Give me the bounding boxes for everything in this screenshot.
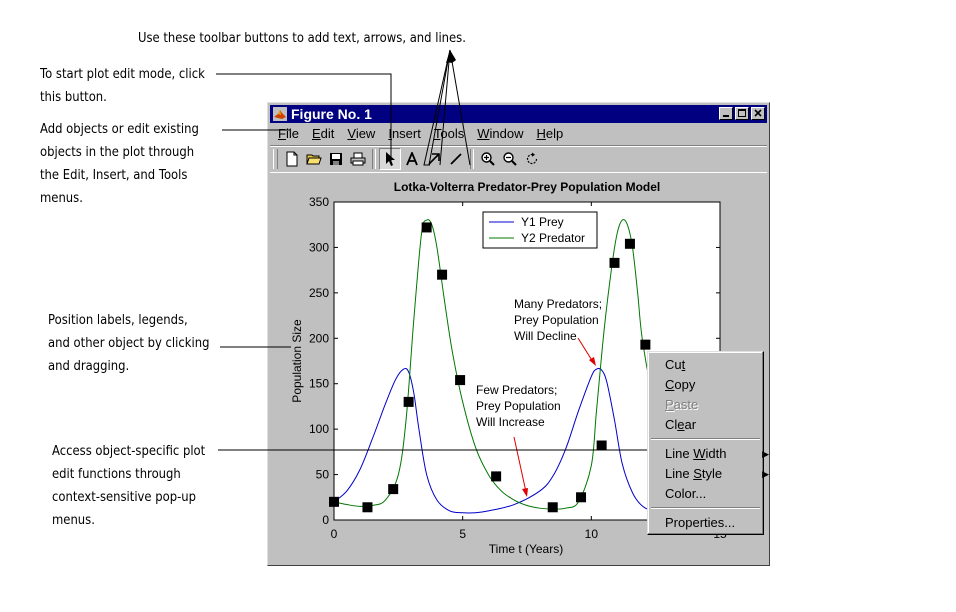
ctx-item-line-width[interactable]: Line Width ▶: [665, 446, 769, 461]
ctx-item-clear[interactable]: Clear: [665, 417, 697, 432]
annotation-text-line: Many Predators;: [514, 297, 603, 311]
x-tick-label: 0: [330, 527, 338, 541]
annotation-text-line: Prey Population: [514, 313, 599, 327]
y-tick-label: 100: [308, 422, 329, 437]
ctx-item-cut[interactable]: Cut: [665, 357, 686, 372]
x-tick-label: 5: [459, 527, 467, 541]
menu-accel: H: [536, 126, 546, 141]
menu-accel: E: [311, 126, 321, 141]
ctx-item-line-style[interactable]: Line Style ▶: [665, 466, 769, 481]
annotation-text-line: Will Increase: [476, 415, 545, 429]
callout-add-objects: Add objects or edit existing objects in the plot through the Edit, Insert, and Tools menus.: [40, 121, 199, 206]
callout-context-menus: Access object-specific plot edit functions through context-sensitive pop-up menus.: [52, 443, 206, 528]
ctx-accel: W: [693, 446, 706, 461]
ctx-accel: C: [665, 377, 675, 392]
menu-accel: F: [278, 126, 286, 141]
ctx-accel: t: [681, 357, 686, 372]
callout-position-labels: Position labels, legends, and other object by clicking and dragging.: [48, 312, 210, 374]
menu-accel: I: [388, 126, 392, 141]
menu-label-rest: ile: [285, 126, 299, 141]
annotation-text-line: Few Predators;: [476, 383, 558, 397]
y-axis-label[interactable]: Population Size: [290, 319, 304, 403]
submenu-arrow-icon: ▶: [762, 469, 769, 479]
x-tick-label: 10: [584, 527, 599, 541]
submenu-arrow-icon: ▶: [762, 449, 769, 459]
menu-label-rest: elp: [545, 126, 564, 141]
ctx-item-paste[interactable]: Paste: [665, 397, 699, 412]
menu-label-rest: nsert: [391, 126, 421, 141]
menu-label-rest: ools: [440, 126, 465, 141]
window-title: Figure No. 1: [291, 106, 372, 122]
ctx-separator: [651, 438, 760, 440]
ctx-separator: [651, 507, 760, 509]
ctx-accel: S: [693, 466, 702, 481]
menu-label-rest: indow: [489, 126, 524, 141]
legend-predator-label: Y2 Predator: [521, 231, 586, 245]
menu-accel: W: [477, 126, 490, 141]
x-axis-label[interactable]: Time t (Years): [488, 542, 564, 556]
annotation-text-line: Prey Population: [476, 399, 561, 413]
y-tick-label: 50: [315, 467, 329, 482]
menu-label-rest: iew: [355, 126, 376, 141]
chart-title[interactable]: Lotka-Volterra Predator-Prey Population Model: [393, 180, 661, 194]
ctx-item-properties[interactable]: Properties...: [665, 515, 736, 530]
context-menu: [647, 351, 769, 535]
y-tick-label: 200: [308, 331, 329, 346]
ctx-accel: P: [665, 397, 674, 412]
y-tick-label: 250: [308, 285, 329, 300]
menu-label-rest: dit: [320, 126, 335, 141]
y-tick-label: 300: [308, 240, 329, 255]
annotation-text-line: Will Decline: [514, 329, 577, 343]
y-tick-label: 0: [322, 513, 329, 527]
menu-accel: V: [347, 126, 356, 141]
legend-prey-label: Y1 Prey: [521, 215, 564, 229]
ctx-item-color[interactable]: Color...: [665, 486, 707, 501]
callout-toolbar-buttons: Use these toolbar buttons to add text, arrows, and lines.: [138, 30, 466, 46]
menu-accel: T: [433, 126, 441, 141]
ctx-accel: e: [677, 417, 685, 432]
ctx-item-copy[interactable]: Copy: [665, 377, 696, 392]
y-tick-label: 150: [308, 376, 329, 391]
callout-plot-edit-mode: To start plot edit mode, click this button.: [40, 66, 205, 105]
y-tick-label: 350: [308, 195, 329, 209]
